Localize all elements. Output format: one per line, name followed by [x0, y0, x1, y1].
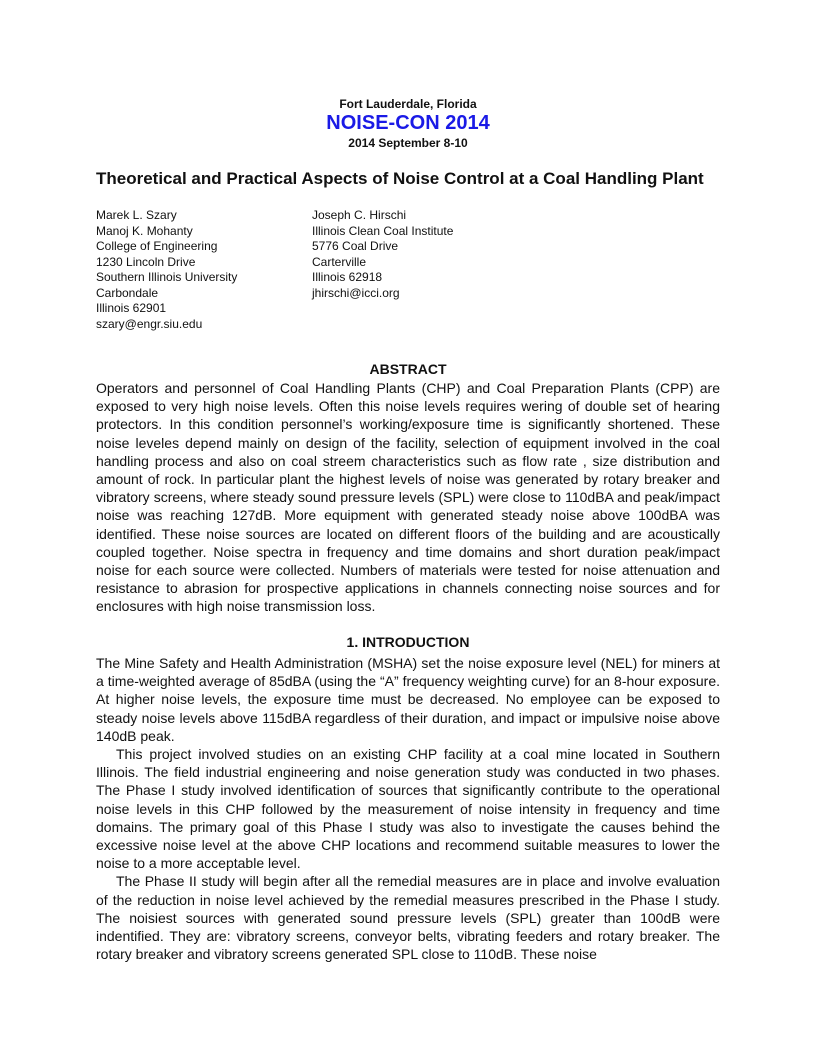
- author-line: Illinois Clean Coal Institute: [312, 223, 454, 238]
- conference-location: Fort Lauderdale, Florida: [339, 97, 477, 111]
- author-block-left: [96, 208, 237, 332]
- abstract-body: [96, 379, 720, 616]
- intro-paragraph-3: The Phase II study will begin after all the remedial measures are in place and involve evaluation of the reduction in noise level achieved by the remedial measures prescribed in the Phase I study. The noisiest sources with generated sound pressure levels (SPL) greater than 100dB were indentified. They are: vibratory screens, conveyor belts, vibrating feeders and rotary breaker. The rotary breaker and vibratory screens generated SPL close to 110dB. These noise: [96, 873, 720, 963]
- conference-name: NOISE-CON 2014: [326, 112, 490, 134]
- author-line: Carbondale: [96, 285, 159, 300]
- author-line: Manoj K. Mohanty: [96, 223, 193, 238]
- author-line: Carterville: [312, 254, 367, 269]
- paper-title: Theoretical and Practical Aspects of Noise Control at a Coal Handling Plant: [96, 169, 704, 188]
- author-line: 5776 Coal Drive: [312, 239, 399, 253]
- abstract-text: Operators and personnel of Coal Handling Plants (CHP) and Coal Preparation Plants (CPP) are exposed to very high noise levels. Often this noise levels requires wering of double set of hearing protectors. In this condition personnel’s working/exposure time is significantly shortened. These noise leveles depend mainly on design of the facility, selection of equipment involved in the coal handling process and also on coal streem characteristics such as flow rate , size distribution and amount of rock. In particular plant the highest levels of noise was generated by rotary breaker and vibratory screens, where steady sound pressure levels (SPL) were close to 110dBA and peak/impact noise was reaching 127dB. More equipment with generated steady noise above 100dBA was identified. These noise sources are located on different floors of the building and are acoustically coupled together. Noise spectra in frequency and time domains and short duration peak/impact noise for each source were collected. Numbers of materials were tested for noise attenuation and resistance to abrasion for prospective applications in channels connecting noise sources and for enclosures with high noise transmission loss.: [96, 380, 720, 615]
- author-line: Joseph C. Hirschi: [312, 208, 407, 222]
- introduction-body: [96, 654, 720, 963]
- author-line: Southern Illinois University: [96, 270, 238, 284]
- author-email: szary@engr.siu.edu: [96, 316, 203, 331]
- author-email: jhirschi@icci.org: [312, 285, 400, 300]
- abstract-heading: ABSTRACT: [369, 361, 447, 377]
- intro-paragraph-1: The Mine Safety and Health Administration (MSHA) set the noise exposure level (NEL) for miners at a time-weighted average of 85dBA (using the “A” frequency weighting curve) for an 8-hour exposure. At higher noise levels, the exposure time must be decreased. No employee can be exposed to steady noise levels above 115dBA regardless of their duration, and impact or impulsive noise above 140dB peak.: [96, 655, 720, 744]
- introduction-heading: 1. INTRODUCTION: [346, 634, 470, 650]
- author-line: 1230 Lincoln Drive: [96, 254, 196, 269]
- author-block-right: [312, 208, 453, 301]
- author-line: Illinois 62918: [312, 270, 383, 284]
- author-line: College of Engineering: [96, 239, 218, 253]
- author-line: Marek L. Szary: [96, 208, 177, 222]
- author-line: Illinois 62901: [96, 301, 167, 315]
- conference-date: 2014 September 8-10: [348, 136, 468, 150]
- intro-paragraph-2: This project involved studies on an existing CHP facility at a coal mine located in Southern Illinois. The field industrial engineering and noise generation study was conducted in two phases. The Phase I study involved identification of sources that significantly contribute to the operational noise levels in this CHP followed by the measurement of noise intensity in frequency and time domains. The primary goal of this Phase I study was also to investigate the causes behind the excessive noise level at the above CHP locations and recommend suitable measures to lower the noise to a more acceptable level.: [96, 746, 720, 872]
